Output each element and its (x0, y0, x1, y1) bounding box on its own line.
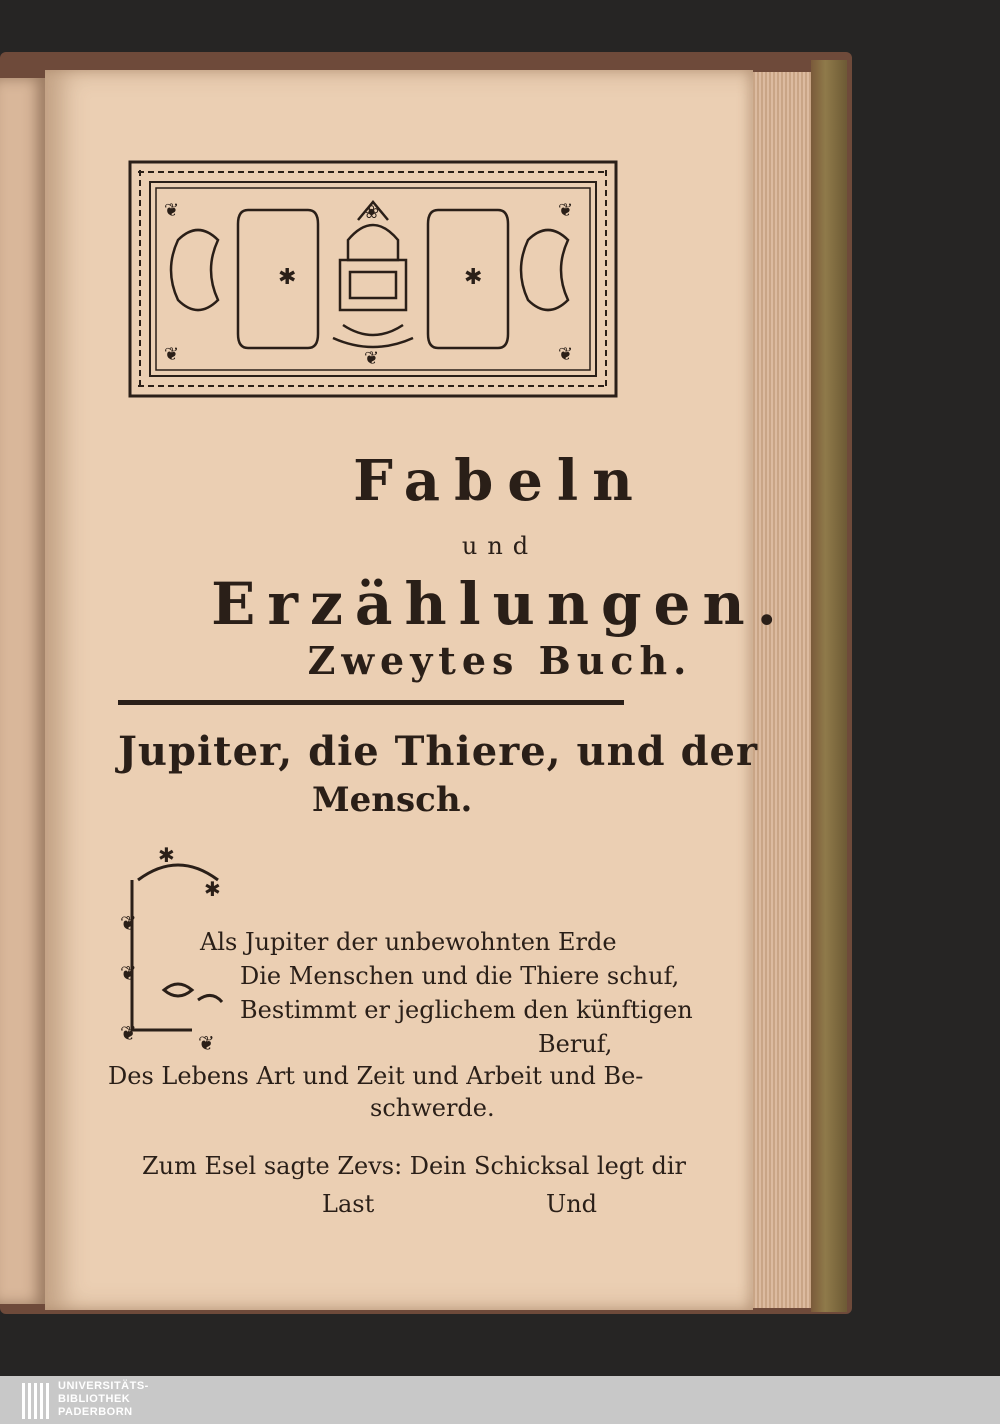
ornamental-header-icon (128, 160, 618, 398)
verse-line: Beruf, (538, 1030, 613, 1058)
svg-text:❦: ❦ (164, 200, 180, 221)
left-page-edge (0, 78, 45, 1304)
library-logo-icon (22, 1381, 52, 1421)
svg-text:✱: ✱ (158, 843, 175, 867)
verse-line: Die Menschen und die Thiere schuf, (240, 962, 680, 990)
verse-line: Als Jupiter der unbewohnten Erde (200, 928, 617, 956)
svg-text:❦: ❦ (558, 344, 574, 365)
svg-text:✱: ✱ (464, 265, 483, 290)
library-name-line-3: PADERBORN (58, 1406, 133, 1418)
svg-text:❀: ❀ (364, 202, 380, 223)
library-footer (0, 1376, 1000, 1424)
verse-line: Des Lebens Art und Zeit und Arbeit und Be- (108, 1062, 644, 1090)
svg-text:✱: ✱ (204, 877, 221, 901)
verse-line: Zum Esel sagte Zevs: Dein Schicksal legt dir (142, 1152, 686, 1180)
catchword: Und (546, 1190, 598, 1218)
svg-text:❦: ❦ (120, 1021, 137, 1045)
svg-text:✱: ✱ (278, 265, 297, 290)
svg-text:❦: ❦ (120, 961, 137, 985)
fable-title-2: Mensch. (312, 780, 473, 820)
page-edges (753, 72, 811, 1308)
svg-text:❦: ❦ (164, 344, 180, 365)
library-name-line-2: BIBLIOTHEK (58, 1393, 131, 1405)
title-line-3: Erzählungen. (211, 570, 789, 638)
svg-text:❦: ❦ (364, 348, 380, 369)
verse-line: schwerde. (370, 1094, 495, 1122)
catchword-left: Last (322, 1190, 375, 1218)
svg-text:❦: ❦ (198, 1031, 215, 1055)
svg-text:❦: ❦ (120, 911, 137, 935)
library-name-line-1: UNIVERSITÄTS- (58, 1380, 149, 1392)
svg-text:❦: ❦ (558, 200, 574, 221)
title-line-2: und (461, 532, 539, 560)
cover-edge (811, 60, 847, 1312)
fable-title: Jupiter, die Thiere, und der (118, 728, 759, 775)
verse-line: Bestimmt er jeglichem den künftigen (240, 996, 693, 1024)
title-line-4: Zweytes Buch. (307, 638, 693, 683)
title-rule (118, 700, 624, 705)
title-line-1: Fabeln (353, 448, 647, 514)
